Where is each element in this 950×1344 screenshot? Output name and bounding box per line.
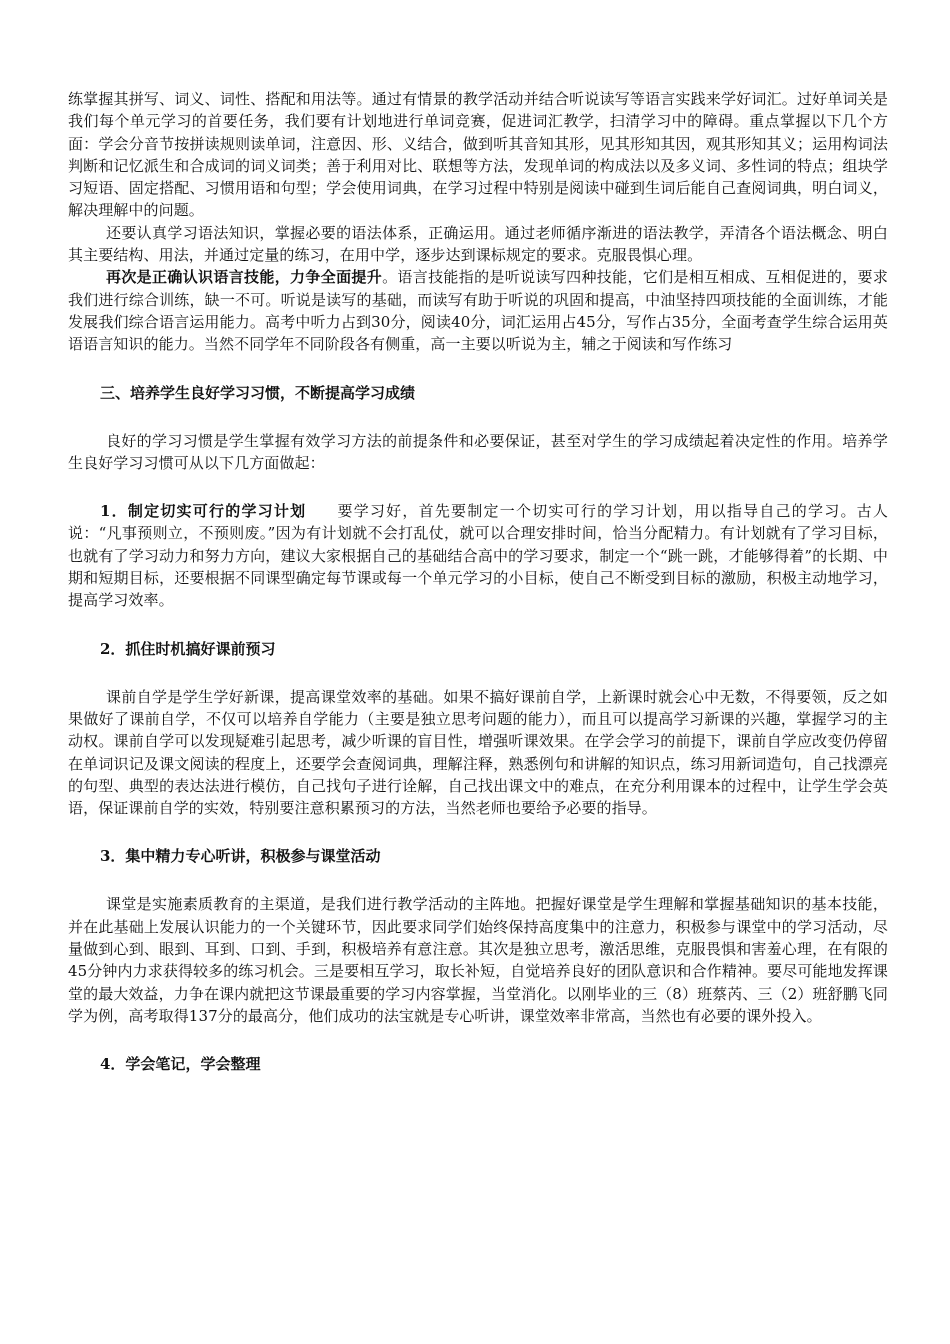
language-skills-lead: 再次是正确认识语言技能，力争全面提升 [106, 268, 383, 287]
paragraph-language-skills [68, 266, 888, 355]
paragraph-vocabulary: 练掌握其拼写、词义、词性、搭配和用法等。通过有情景的教学活动并结合听说读写等语言实践来学好词汇。过好单词关是我们每个单元学习的首要任务，我们要有计划地进行单词竞赛，促进词汇教学，扫清学习中的障碍。重点掌握以下几个方面：学会分音节按拼读规则读单词，注意因、形、义结合，做到听其音知其形，见其形知其因，观其形知其义；运用构词法判断和记忆派生和合成词的词义词类；善于利用对比、联想等方法，发现单词的构成法以及多义词、多性词的特点；组块学习短语、固定搭配、习惯用语和句型；学会使用词典，在学习过程中特别是阅读中碰到生词后能自己查阅词典，明白词义，解决理解中的问题。 [68, 90, 888, 220]
subsection-heading-preview: 2．抓住时机搞好课前预习 [100, 639, 276, 658]
section-heading-habits: 三、培养学生良好学习习惯，不断提高学习成绩 [100, 383, 416, 402]
subsection-study-plan [68, 500, 888, 611]
subsection-heading-notes: 4．学会笔记，学会整理 [100, 1055, 261, 1074]
study-plan-body: 要学习好，首先要制定一个切实可行的学习计划，用以指导自己的学习。古人说：“凡事预则立，不预则废。”因为有计划就不会打乱仗，就可以合理安排时间，恰当分配精力。有计划就有了学习目标，也就有了学习动力和努力方向，建议大家根据自己的基础结合高中的学习要求，制定一个“跳一跳，才能够得着”的长期、中期和短期目标，还要根据不同课型确定每节课或每一个单元学习的小目标，使自己不断受到目标的激励，积极主动地学习，提高学习效率。 [68, 502, 888, 610]
paragraph-preview: 课前自学是学生学好新课，提高课堂效率的基础。如果不搞好课前自学，上新课时就会心中无数，不得要领，反之如果做好了课前自学，不仅可以培养自学能力（主要是独立思考问题的能力），而且可以提高学习新课的兴趣，掌握学习的主动权。课前自学可以发现疑难引起思考，减少听课的盲目性，增强听课效果。在学会学习的前提下，课前自学应改变仍停留在单词识记及课文阅读的程度上，还要学会查阅词典，理解注释，熟悉例句和讲解的知识点，练习用新词造句，自己找漂亮的句型、典型的表达法进行模仿，自己找句子进行诠解，自己找出课文中的难点，在充分利用课本的过程中，让学生学会英语，保证课前自学的实效，特别要注意积累预习的方法，当然老师也要给予必要的指导。 [68, 687, 888, 818]
subsection-heading-attention: 3．集中精力专心听讲，积极参与课堂活动 [100, 847, 381, 866]
paragraph-grammar: 还要认真学习语法知识，掌握必要的语法体系，正确运用。通过老师循序渐进的语法教学，弄清各个语法概念、明白其主要结构、用法，并通过定量的练习，在用中学，逐步达到课标规定的要求。克服畏惧心理。 [68, 223, 888, 265]
language-skills-body: 。语言技能指的是听说读写四种技能，它们是相互相成、互相促进的，要求我们进行综合训练，缺一不可。听说是读写的基础，而读写有助于听说的巩固和提高，中油坚持四项技能的全面训练，才能发展我们综合语言运用能力。高考中听力占到30分，阅读40分，词汇运用占45分，写作占35分，全面考查学生综合运用英语语言知识的能力。当然不同学年不同阶段各有侧重，高一主要以听说为主，辅之于阅读和写作练习 [68, 268, 888, 354]
paragraph-habits-intro: 良好的学习习惯是学生掌握有效学习方法的前提条件和必要保证，甚至对学生的学习成绩起着决定性的作用。培养学生良好学习习惯可从以下几方面做起： [68, 431, 888, 472]
subsection-heading-study-plan: 1．制定切实可行的学习计划 [100, 502, 307, 521]
document-page [68, 88, 888, 1075]
paragraph-attention: 课堂是实施素质教育的主渠道，是我们进行教学活动的主阵地。把握好课堂是学生理解和掌握基础知识的基本技能，并在此基础上发展认识能力的一个关键环节，因此要求同学们始终保持高度集中的注意力，积极参与课堂中的学习活动，尽量做到心到、眼到、耳到、口到、手到，积极培养有意注意。其次是独立思考，激活思维，克服畏惧和害羞心理，在有限的45分钟内力求获得较多的练习机会。三是要相互学习，取长补短，自觉培养良好的团队意识和合作精神。要尽可能地发挥课堂的最大效益，力争在课内就把这节课最重要的学习内容掌握，当堂消化。以刚毕业的三（8）班蔡芮、三（2）班舒鹏飞同学为例，高考取得137分的最高分，他们成功的法宝就是专心听讲，课堂效率非常高，当然也有必要的课外投入。 [68, 895, 888, 1025]
